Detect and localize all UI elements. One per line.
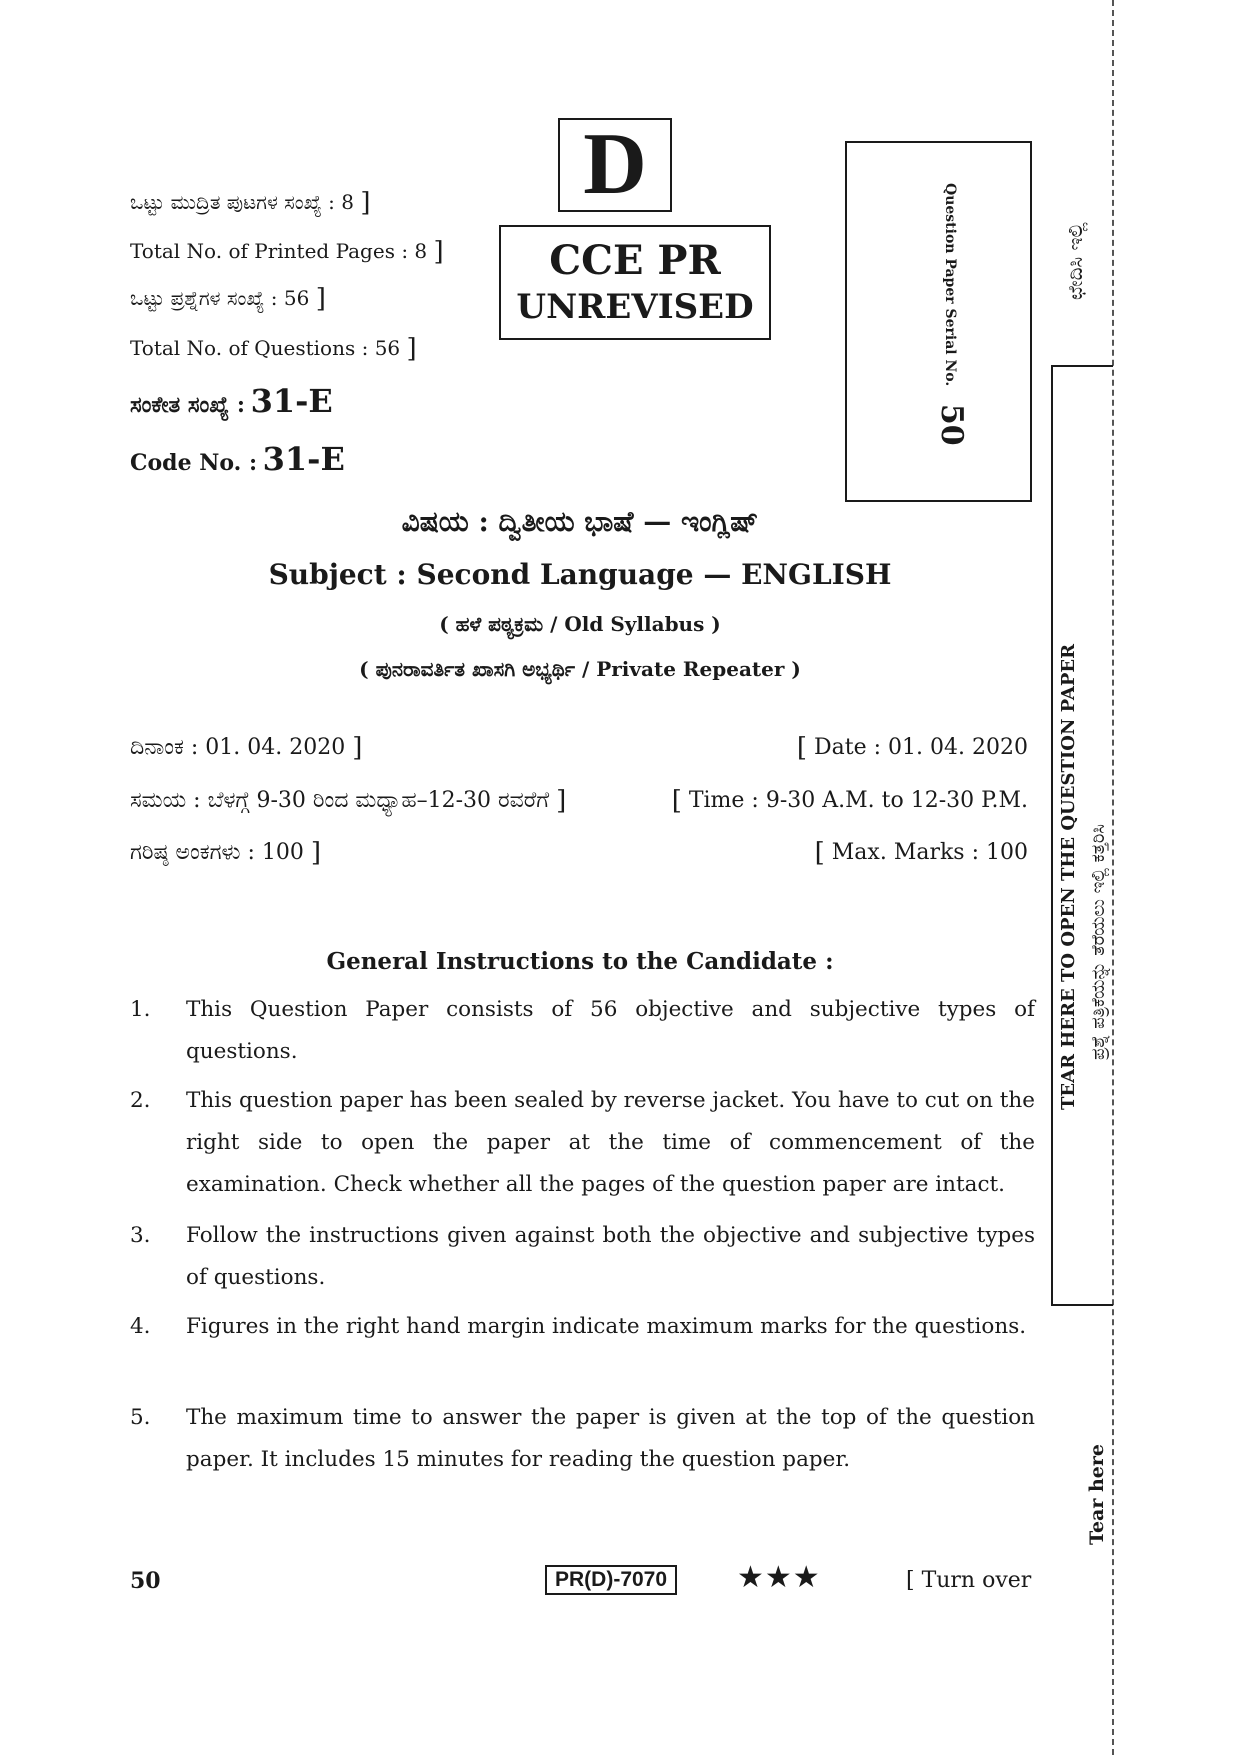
date-english: [ Date : 01. 04. 2020 <box>796 733 1028 763</box>
instruction-item <box>130 1397 1035 1481</box>
date-kannada: ದಿನಾಂಕ : 01. 04. 2020 ] <box>130 733 363 763</box>
cce-pr-box <box>499 225 771 340</box>
serial-value: 50 <box>934 403 969 446</box>
cce-pr-label: CCE PR <box>549 237 721 284</box>
instruction-number: 1. <box>130 997 151 1022</box>
star-rating-icon: ★★★ <box>737 1560 821 1595</box>
instruction-number: 5. <box>130 1405 151 1430</box>
printed-pages-kannada: ಒಟ್ಟು ಮುದ್ರಿತ ಪುಟಗಳ ಸಂಖ್ಯೆ : 8 ] <box>130 188 371 218</box>
question-count-kannada: ಒಟ್ಟು ಪ್ರಶ್ನೆಗಳ ಸಂಖ್ಯೆ : 56 ] <box>130 284 326 314</box>
max-marks-english: [ Max. Marks : 100 <box>814 838 1028 868</box>
instruction-number: 4. <box>130 1314 151 1339</box>
instruction-text: This Question Paper consists of 56 objective and subjective types of questions. <box>186 997 1035 1064</box>
instruction-item <box>130 1080 1035 1206</box>
time-kannada: ಸಮಯ : ಬೆಳಗ್ಗೆ 9-30 ರಿಂದ ಮಧ್ಯಾಹ–12-30 ರವರೆಗೆ ] <box>130 786 567 816</box>
instructions-title: General Instructions to the Candidate : <box>326 948 834 975</box>
instruction-item <box>130 1306 1035 1348</box>
turn-over-label: [ Turn over <box>906 1568 1032 1593</box>
page-serial-number: 50 <box>130 1568 161 1594</box>
subject-english: Subject : Second Language — ENGLISH <box>268 558 892 591</box>
syllabus-label: ( ಹಳೆ ಪಠ್ಯಕ್ರಮ / Old Syllabus ) <box>439 612 721 636</box>
candidate-label: ( ಪುನರಾವರ್ತಿತ ಖಾಸಗಿ ಅಭ್ಯರ್ಥಿ / Private Repeater ) <box>359 657 801 681</box>
subject-kannada: ವಿಷಯ : ದ್ವಿತೀಯ ಭಾಷೆ — ಇಂಗ್ಲಿಷ್ <box>401 505 759 538</box>
instruction-text: Figures in the right hand margin indicate maximum marks for the questions. <box>186 1314 1027 1339</box>
instruction-item <box>130 989 1035 1073</box>
instruction-text: This question paper has been sealed by reverse jacket. You have to cut on the right side to open the paper at the time of commencement of the examination. Check whether all the pages of the question paper are intact. <box>186 1088 1035 1197</box>
serial-label: Question Paper Serial No. <box>942 183 958 387</box>
question-count-english: Total No. of Questions : 56 ] <box>130 334 417 364</box>
paper-code-box: PR(D)-7070 <box>545 1565 677 1595</box>
max-marks-kannada: ಗರಿಷ್ಠ ಅಂಕಗಳು : 100 ] <box>130 838 322 868</box>
code-number-kannada: ಸಂಕೇತ ಸಂಖ್ಯೆ : 31-E <box>130 382 333 420</box>
instruction-text: Follow the instructions given against both the objective and subjective types of questions. <box>186 1223 1035 1290</box>
instruction-item <box>130 1215 1035 1299</box>
time-english: [ Time : 9-30 A.M. to 12-30 P.M. <box>671 786 1028 816</box>
instruction-number: 2. <box>130 1088 151 1113</box>
tear-open-english: TEAR HERE TO OPEN THE QUESTION PAPER <box>1058 643 1079 1110</box>
instruction-number: 3. <box>130 1223 151 1248</box>
code-number-english: Code No. : 31-E <box>130 440 345 478</box>
unrevised-label: UNREVISED <box>516 287 754 327</box>
tear-here-label: Tear here <box>1086 1444 1108 1545</box>
instruction-text: The maximum time to answer the paper is given at the top of the question paper. It includes 15 minutes for reading the question paper. <box>186 1405 1035 1472</box>
tear-open-kannada: ಪ್ರಶ್ನೆ ಪತ್ರಿಕೆಯನ್ನು ತೆರೆಯಲು ಇಲ್ಲಿ ಕತ್ತರಿಸಿ <box>1088 824 1109 1060</box>
version-letter-box: D <box>558 118 672 212</box>
printed-pages-english: Total No. of Printed Pages : 8 ] <box>130 237 444 267</box>
serial-number-box <box>845 141 1032 502</box>
tear-label-kannada-top: ಛೇದಿಸಿ ಇಲ್ಲಿ <box>1063 222 1087 300</box>
